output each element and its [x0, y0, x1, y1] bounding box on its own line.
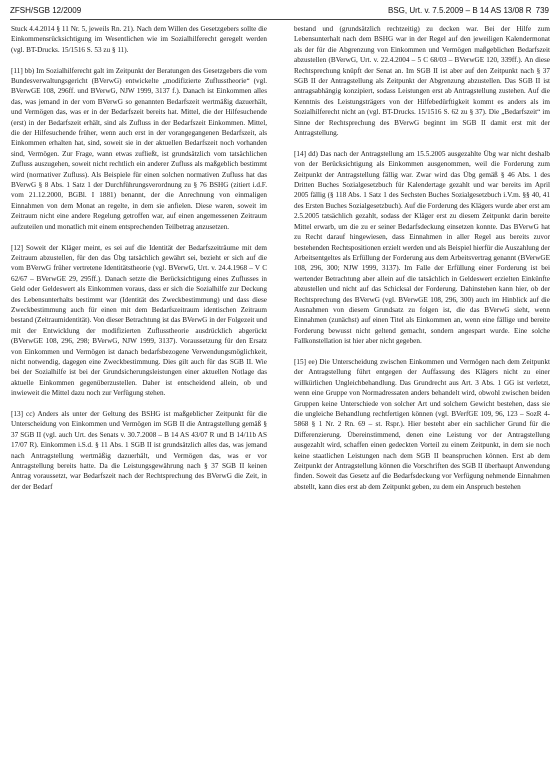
paragraph: [11] bb) Im Sozialhilferecht galt im Zeitpunkt der Beratungen des Gesetzgebers die vom Bundesverwaltungsgericht (BVerwG) entwickelte „modifizierte Zuflusstheorie“ (vgl. BVerwGE 108, 296ff. und BVerwG, NJW 1999, 3137 f.). Danach ist Einkommen alles das, was jemand in der vom BVerwG so genannten Bedarfszeit wertmäßig dazuerhält, und Vermögen das, was er in der Bedarfszeit bereits hat. Mittel, die der Hilfesuchende (erst) in der Bedarfszeit erhält, sind als Zufluss in der Bedarfszeit Einkommen. Mittel, die der Hilfesuchende früher, wenn auch erst in der vorangegangenen Bedarfszeit, als Einkommen erhalten hat, sind, soweit sie in der aktuellen Bedarfszeit noch vorhanden sind, Vermögen. Zur Frage, wann etwas zufließt, ist grundsätzlich vom tatsächlichen Zufluss auszugehen, soweit nicht rechtlich ein anderer Zufluss als maßgeblich bestimmt wird (normativer Zufluss). Als Beispiele für einen solchen normativen Zufluss hat das BVerwG § 8 Abs. 1 Satz 1 der Durchführungsverordnung zu § 76 BSHG (zitiert i.d.F. vom 21.12.2000, BGBl. I 1881) benannt, der die Anrechnung von einmaligen Einnahmen von dem Monat an regelte, in dem sie anfielen. Diese waren, soweit im Zeitraum nicht eine andere Regelung getroffen war, auf einen angemessenen Zeitraum aufzuteilen und monatlich mit einem entsprechenden Teilbetrag anzusetzen. — [11, 66, 267, 231]
paragraph: [15] ee) Die Unterscheidung zwischen Einkommen und Vermögen nach dem Zeitpunkt der Antragstellung führt entgegen der Auffassung des Klägers nicht zu einer willkürlichen Ungleichbehandlung. Das Grundrecht aus Art. 3 Abs. 1 GG ist verletzt, wenn eine Gruppe von Normadressaten anders behandelt wird, obwohl zwischen beiden Gruppen keine Unterschiede von solcher Art und solchem Gewicht bestehen, dass sie die ungleiche Behandlung rechtfertigen können (vgl. BVerfGE 109, 96, 123 – SozR 4-5868 § 1 Nr. 2 Rn. 69 – st. Rspr.). Hier besteht aber ein sachlicher Grund für die Differenzierung. Übereinstimmend, denen eine Leistung vor der Antragstellung ausgezahlt wird, schaffen einen gedeckten Vorteil zu einem Zeitpunkt, in dem sie noch keine staatlichen Leistungen nach dem SGB II beanspruchen können. Erst ab dem Zeitpunkt der Antragstellung können die Vorschriften des SGB II überhaupt Anwendung finden. Soweit das Gesetz auf die Bedarfsdeckung vor Verfügung nehmende Einnahmen abstellt, kann dies erst ab dem Zeitpunkt geben, zu dem ein Anspruch bestehen — [294, 357, 550, 491]
paragraph: [14] dd) Das nach der Antragstellung am 15.5.2005 ausgezahlte Übg war nicht deshalb von der Berücksichtigung als Einkommen ausgenommen, weil die Forderung zum Zeitpunkt der Antragstellung fällig war. Zwar wird das Übg gemäß § 46 Abs. 1 des Dritten Buches Sozialgesetzbuch für Kalendertage gezahlt und war bereits im April 2005 fällig (§ 118 Abs. 1 Satz 1 des Sechsten Buches Sozialgesetzbuch i.V.m. §§ 40, 41 des Ersten Buches Sozialgesetzbuch). Auf die Forderung des Klägers wurde aber erst am 2.5.2005 tatsächlich gezahlt, sodass der Kläger erst zu diesem Zeitpunkt darin bereite Mittel erwarb, um die zu er seiner Bedarfsdeckung einsetzen konnte. Das BVerwG hat zu Recht darauf hingewiesen, dass Einnahmen in aller Regel aus bereits zuvor bestehenden Rechtspositionen erzielt werden und als Beispiel hierfür die Auszahlung der Arbeitsentgeltes als Erfüllung der Forderung aus dem Arbeitsvertrag genannt (BVerwGE 108, 296, 300; NJW 1999, 3137). Im Falle der Erfüllung einer Forderung ist bei wertender Betrachtung aber allein auf die tatsächlich in Geldeswert erzielten Einkünfte abzustellen und nicht auf das Schicksal der Forderung. Dahinstehen kann hier, ob der Rechtsprechung des BVerwG (vgl. BVerwGE 108, 296, 300) auch im Hinblick auf die Ausnahmen von diesem Grundsatz zu folgen ist, die das BVerwG sieht, wenn Einnahmen (zunächst) auf einen Titel als Einkommen an, wenn eine fällige und bereite Forderung bewusst nicht geltend gemacht, sondern angespart wurde. Eine solche Fallkonstellation ist hier aber nicht gegeben. — [294, 149, 550, 346]
header-rule — [10, 19, 549, 20]
journal-reference: ZFSH/SGB 12/2009 — [10, 6, 82, 15]
page-number: 739 — [535, 6, 549, 15]
right-column — [294, 24, 550, 760]
paragraph: Stuck 4.4.2014 § 11 Nr. 5, jeweils Rn. 21). Nach dem Willen des Gesetzgebers sollte die Einkommensrücksichtigung im Wesentlichen wie im Sozialhilferecht geregelt werden (vgl. BT-Drucks. 15/1516 S. 53 zu § 11). — [11, 25, 267, 54]
case-reference: BSG, Urt. v. 7.5.2009 – B 14 AS 13/08 R — [388, 6, 532, 15]
paragraph: [12] Soweit der Kläger meint, es sei auf die Identität der Bedarfszeiträume mit dem Zeitraum abzustellen, für den das Übg tatsächlich gewährt sei, bezieht er sich auf die vom BVerwG früher vertretene Identitätstheorie (vgl. BVerwG, Urt. v. 24.4.1968 – V C 62/67 – BVerwGE 29, 295ff.). Danach setzte die Berücksichtigung eines Zuflusses in Geld oder Geldeswert als Einkommen voraus, dass er sich die Sozialhilfe zur Deckung des Lebensunterhalts bestimmt war (Identität des Zweckbestimmung) und dass diese Zweckbestimmung auch für einen mit dem Bedarfszeitraum identischen Zeitraum bestand (Zeitraumidentität). Von dieser Betrachtung ist das BVerwG in der Folgezeit und mit der Entwicklung der modifizierten Zuflusstheorie ausdrücklich abgerückt (BVerwGE 108, 296, 298; BVerwG, NJW 1999, 3137). Voraussetzung für den Ersatz von Einkommen und Vermögen ist danach bedarfsbezogene Verwendungsmöglichkeit, nicht notwendig, dagegen eine Zweckbestimmung. Dies gilt auch für das SGB II. Wie bei der Sozialhilfe ist bei der Grundsicherungsleistungen einer aktuellen Notlage das aktuelle Einkommen gegenüberzustellen. Daher ist entscheidend allein, ob und inwieweit die Mittel dazu noch zur Verfügung stehen. — [11, 243, 267, 398]
left-column — [11, 24, 267, 760]
paragraph: bestand und (grundsätzlich rechtzeitig) zu decken war. Bei der Hilfe zum Lebensunterhalt nach dem BSHG war in der Regel auf den jeweiligen Kalendermonat als der für die Abgrenzung von Einkommen und Vermögen maßgeblichen Bedarfszeit abzustellen (BVerwG, Urt. v. 22.4.2004 – 5 C 68/03 – BVerwGE 120, 339ff.). An diese Rechtsprechung knüpft der Senat an. Im SGB II ist aber auf den Zeitpunkt nach § 37 SGB II der Antragstellung als Zeitpunkt der Abgrenzung abzustellen. Das SGB II ist antragsabhängig konzipiert, sodass Leistungen erst ab Antragstellung zustehen. Auf die Kenntnis des Leistungsträgers von der Hilfebedürftigkeit kommt es anders als im Sozialhilferecht nicht an (vgl. BT-Drucks. 15/1516 S. 62 zu § 37). Die „Bedarfszeit“ im Sinne der Rechtsprechung des BVerwG beginnt im SGB II damit erst mit der Antragstellung. — [294, 25, 550, 138]
running-header — [10, 4, 549, 17]
paragraph: [13] cc) Anders als unter der Geltung des BSHG ist maßgeblicher Zeitpunkt für die Unterscheidung von Einkommen und Vermögen im SGB II die Antragstellung gemäß § 37 SGB II (vgl. auch Urt. des Senats v. 30.7.2008 – B 14 AS 43/07 R und B 14/11b AS 17/07 R). Einkommen i.S.d. § 11 Abs. 1 SGB II ist grundsätzlich alles das, was jemand nach Antragstellung wertmäßig dazuerhält, und Vermögen das, was er vor Antragstellung bereits hatte. Da die Leistungsgewährung nach § 37 SGB II keinen Antrag voraussetzt, war Bedarfszeit nach der Rechtsprechung des BVerwG die Zeit, in der der Bedarf — [11, 409, 267, 491]
